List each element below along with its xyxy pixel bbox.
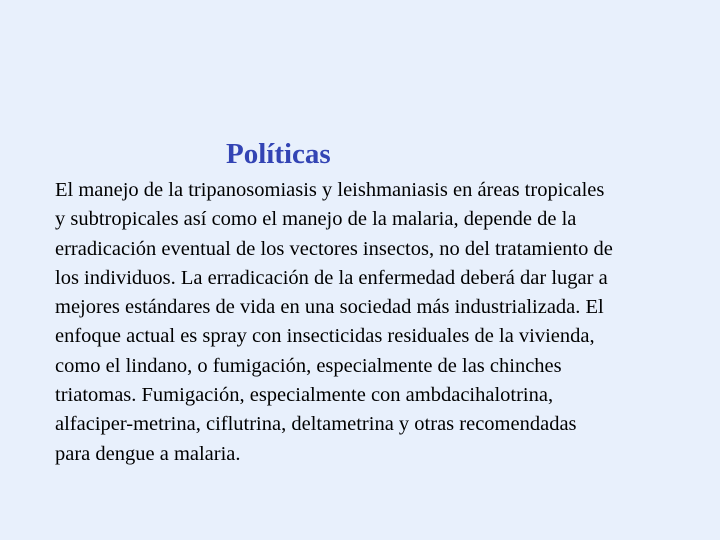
body-text-line: los individuos. La erradicación de la enfermedad deberá dar lugar a (55, 266, 608, 289)
body-text-line: alfaciper-metrina, ciflutrina, deltametrina y otras recomendadas (55, 413, 577, 436)
body-text-line: erradicación eventual de los vectores insectos, no del tratamiento de (55, 237, 613, 260)
body-text-line: para dengue a malaria. (55, 442, 241, 465)
body-text-line: El manejo de la tripanosomiasis y leishmaniasis en áreas tropicales (55, 179, 605, 201)
slide-title: Políticas (226, 138, 331, 170)
body-text (55, 176, 715, 469)
body-text-line: como el lindano, o fumigación, especialmente de las chinches (55, 354, 562, 377)
body-text-line: y subtropicales así como el manejo de la malaria, depende de la (55, 208, 577, 231)
body-text-line: mejores estándares de vida en una sociedad más industrializada. El (55, 296, 604, 319)
body-text-line: enfoque actual es spray con insecticidas residuales de la vivienda, (55, 325, 595, 348)
body-text-line: triatomas. Fumigación, especialmente con ambdacihalotrina, (55, 384, 554, 407)
